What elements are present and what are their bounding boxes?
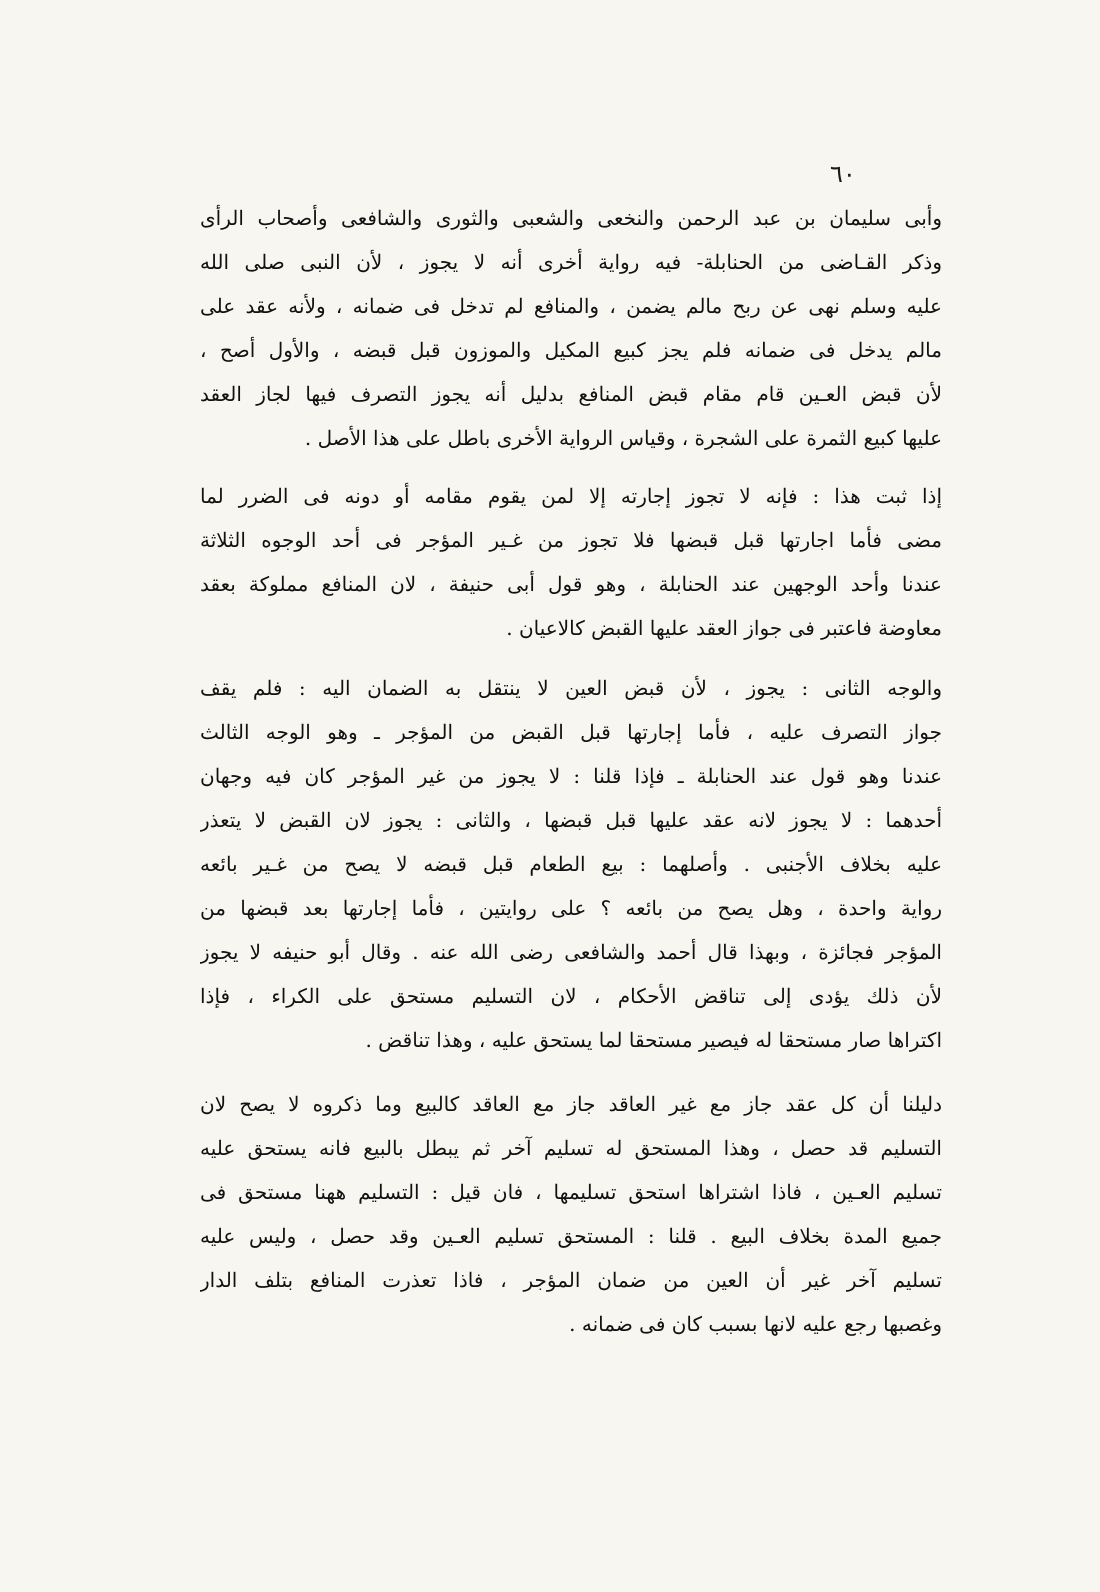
text-line: تسليم آخر غير أن العين من ضمان المؤجر ، فاذا تعذرت المنافع بتلف الدار bbox=[200, 1268, 942, 1292]
text-line: وأبى سليمان بن عبد الرحمن والنخعى والشعبى والثورى والشافعى وأصحاب الرأى bbox=[200, 206, 942, 230]
text-line: معاوضة فاعتبر فى جواز العقد عليها القبض كالاعيان . bbox=[506, 616, 942, 640]
text-line: عندنا وهو قول عند الحنابلة ـ فإذا قلنا : لا يجوز من غير المؤجر كان فيه وجهان bbox=[200, 764, 942, 788]
text-line: لأن ذلك يؤدى إلى تناقض الأحكام ، لان التسليم مستحق على الكراء ، فإذا bbox=[200, 984, 942, 1008]
text-line: عليها كبيع الثمرة على الشجرة ، وقياس الرواية الأخرى باطل على هذا الأصل . bbox=[304, 426, 942, 450]
text-line: تسليم العـين ، فاذا اشتراها استحق تسليمها ، فان قيل : التسليم ههنا مستحق فى bbox=[200, 1180, 942, 1204]
page-number: ٦٠ bbox=[830, 160, 856, 188]
text-line: جواز التصرف عليه ، فأما إجارتها قبل القبض من المؤجر ـ وهو الوجه الثالث bbox=[200, 720, 942, 744]
paragraph-3 bbox=[200, 666, 942, 1062]
paragraph-4 bbox=[200, 1082, 942, 1346]
text-line: التسليم قد حصل ، وهذا المستحق له تسليم آخر ثم يبطل بالبيع فانه يستحق عليه bbox=[200, 1136, 942, 1160]
text-line: وذكر القـاضى من الحنابلة- فيه رواية أخرى أنه لا يجوز ، لأن النبى صلى الله bbox=[200, 250, 942, 274]
text-line: لأن قبض العـين قام مقام قبض المنافع بدليل أنه يجوز التصرف فيها لجاز العقد bbox=[200, 382, 942, 406]
text-line: مضى فأما اجارتها قبل قبضها فلا تجوز من غـير المؤجر فى أحد الوجوه الثلاثة bbox=[200, 528, 942, 552]
paragraph-1 bbox=[200, 196, 942, 460]
text-line: أحدهما : لا يجوز لانه عقد عليها قبل قبضها ، والثانى : يجوز لان القبض لا يتعذر bbox=[200, 808, 942, 832]
text-line: وغصبها رجع عليه لانها بسبب كان فى ضمانه . bbox=[569, 1312, 942, 1336]
text-line: والوجه الثانى : يجوز ، لأن قبض العين لا ينتقل به الضمان اليه : فلم يقف bbox=[200, 676, 942, 700]
text-line: رواية واحدة ، وهل يصح من بائعه ؟ على روايتين ، فأما إجارتها بعد قبضها من bbox=[200, 896, 942, 920]
text-line: عليه وسلم نهى عن ربح مالم يضمن ، والمنافع لم تدخل فى ضمانه ، ولأنه عقد على bbox=[200, 294, 942, 318]
text-line: عندنا وأحد الوجهين عند الحنابلة ، وهو قول أبى حنيفة ، لان المنافع مملوكة بعقد bbox=[200, 572, 942, 596]
text-line: إذا ثبت هذا : فإنه لا تجوز إجارته إلا لمن يقوم مقامه أو دونه فى الضرر لما bbox=[200, 484, 942, 508]
paragraph-2 bbox=[200, 474, 942, 650]
text-line: اكتراها صار مستحقا له فيصير مستحقا لما يستحق عليه ، وهذا تناقض . bbox=[365, 1028, 942, 1052]
text-line: دليلنا أن كل عقد جاز مع غير العاقد جاز مع العاقد كالبيع وما ذكروه لا يصح لان bbox=[200, 1092, 942, 1116]
text-line: عليه بخلاف الأجنبى . وأصلهما : بيع الطعام قبل قبضه لا يصح من غـير بائعه bbox=[200, 852, 942, 876]
text-line: جميع المدة بخلاف البيع . قلنا : المستحق تسليم العـين وقد حصل ، وليس عليه bbox=[200, 1224, 942, 1248]
text-line: المؤجر فجائزة ، وبهذا قال أحمد والشافعى رضى الله عنه . وقال أبو حنيفه لا يجوز bbox=[200, 940, 942, 964]
text-line: مالم يدخل فى ضمانه فلم يجز كبيع المكيل والموزون قبل قبضه ، والأول أصح ، bbox=[200, 338, 942, 362]
